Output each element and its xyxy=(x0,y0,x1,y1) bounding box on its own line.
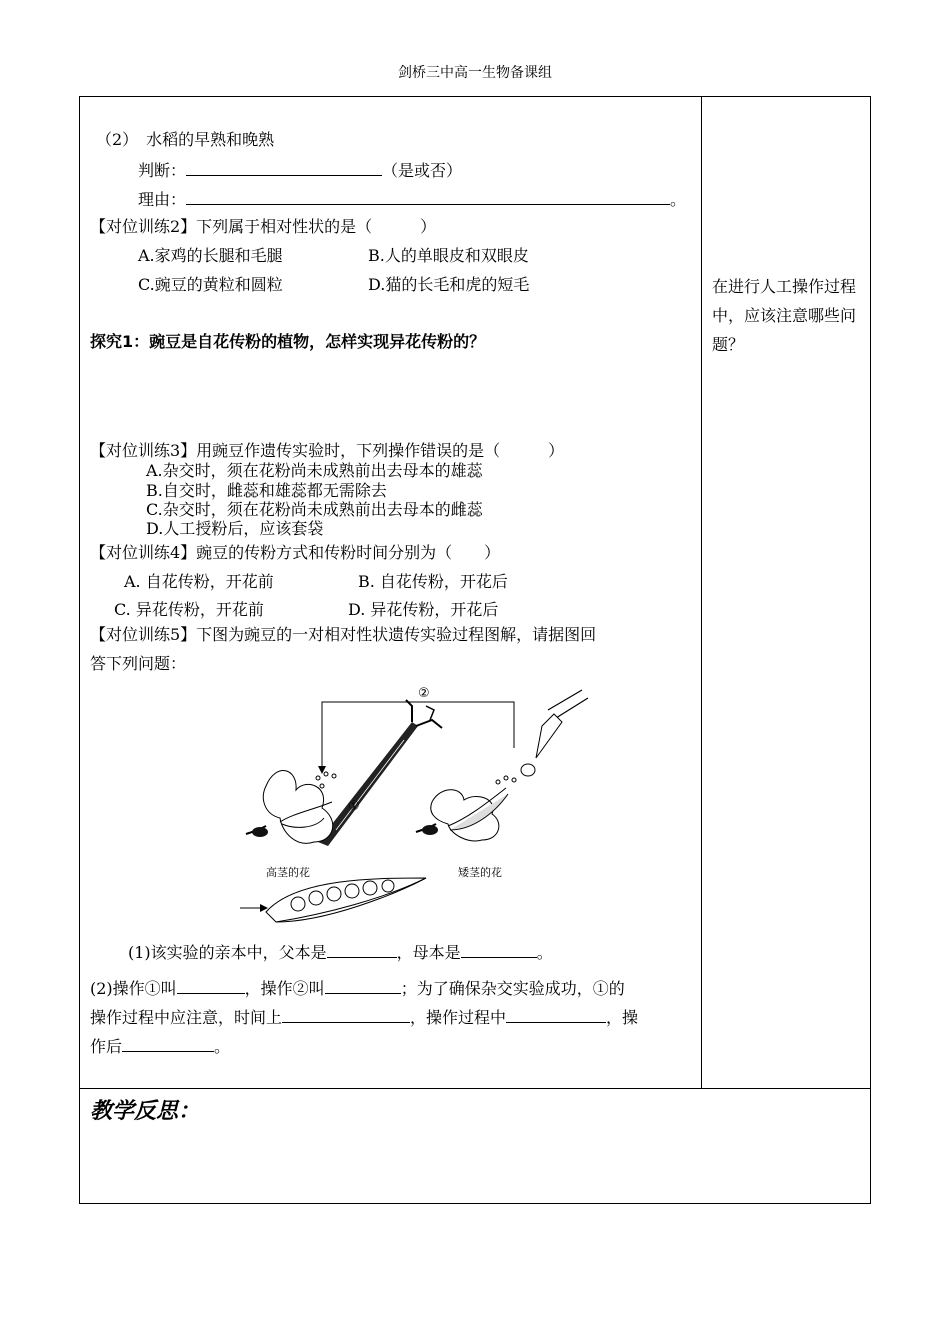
ex4-option-c: C. 异花传粉，开花前 xyxy=(114,600,264,619)
short-stem-flower xyxy=(416,776,516,841)
page-header: 剑桥三中高一生物备课组 xyxy=(398,65,552,81)
operation-2-blank[interactable] xyxy=(325,977,401,994)
answer-2-mid: ，操作②叫 xyxy=(244,979,325,998)
answer-1-end: 。 xyxy=(536,943,553,962)
q2-judge-line xyxy=(138,159,462,181)
pea-pollination-diagram xyxy=(236,682,596,924)
ex4-option-b: B. 自花传粉，开花后 xyxy=(358,572,508,591)
bracket-line xyxy=(322,702,514,770)
pea-pod xyxy=(240,878,426,922)
ex3-option-b: B.自交时，雌蕊和雄蕊都无需除去 xyxy=(146,481,387,500)
ex5-stem-line1: 【对位训练5】下图为豌豆的一对相对性状遗传实验过程图解，请据图回 xyxy=(90,625,597,644)
answer-2-time-prefix: 操作过程中应注意，时间上 xyxy=(90,1008,283,1027)
ex5-stem-line2: 答下列问题： xyxy=(90,654,187,673)
answer-2-prefix: (2)操作①叫 xyxy=(90,979,177,998)
reason-blank[interactable] xyxy=(186,188,670,205)
ex4-stem: 【对位训练4】豌豆的传粉方式和传粉时间分别为（ ） xyxy=(90,543,501,562)
teaching-reflection-title: 教学反思： xyxy=(90,1099,201,1124)
judge-blank[interactable] xyxy=(186,159,382,176)
mother-blank[interactable] xyxy=(461,941,537,958)
reason-label: 理由： xyxy=(138,190,187,209)
answer-2-process: ，操作过程中 xyxy=(410,1008,507,1027)
ex2-option-b: B.人的单眼皮和双眼皮 xyxy=(368,246,529,265)
answer-2-line1 xyxy=(90,977,625,999)
ex3-option-d: D.人工授粉后，应该套袋 xyxy=(146,519,324,538)
mark-2: ② xyxy=(418,686,430,701)
mark-1: ① xyxy=(348,799,360,814)
ex3-stem: 【对位训练3】用豌豆作遗传实验时，下列操作错误的是（ ） xyxy=(90,441,565,460)
sidebar-note: 在进行人工操作过程中，应该注意哪些问题？ xyxy=(712,277,857,354)
timing-blank[interactable] xyxy=(282,1006,410,1023)
answer-1-line xyxy=(128,941,553,963)
row-divider xyxy=(79,1088,871,1089)
tall-stem-flower xyxy=(246,771,336,844)
answer-1-prefix: (1)该实验的亲本中，父本是 xyxy=(128,943,327,962)
ex3-option-c: C.杂交时，须在花粉尚未成熟前出去母本的雌蕊 xyxy=(146,500,483,519)
q2-reason-line xyxy=(138,188,686,210)
label-tall-flower: 高茎的花 xyxy=(266,866,310,879)
ex4-option-d: D. 异花传粉，开花后 xyxy=(348,600,499,619)
label-short-flower: 矮茎的花 xyxy=(458,866,502,879)
answer-2-end: 。 xyxy=(214,1037,231,1056)
judge-label: 判断： xyxy=(138,161,187,180)
after-operation-blank[interactable] xyxy=(122,1035,214,1052)
ex2-option-a: A.家鸡的长腿和毛腿 xyxy=(138,246,283,265)
paintbrush-icon xyxy=(521,690,588,776)
ex3-option-a: A.杂交时，须在花粉尚未成熟前出去母本的雄蕊 xyxy=(146,461,483,480)
reason-end: 。 xyxy=(670,190,687,209)
father-blank[interactable] xyxy=(327,941,397,958)
explore-1-question: 探究1：豌豆是自花传粉的植物，怎样实现异花传粉的？ xyxy=(90,332,486,351)
answer-2-post: ；为了确保杂交实验成功，①的 xyxy=(400,979,625,998)
answer-2-after-label: 作后 xyxy=(90,1037,123,1056)
answer-2-line2 xyxy=(90,1006,638,1028)
answer-2-line3 xyxy=(90,1035,230,1057)
q2-title: （2） 水稻的早熟和晚熟 xyxy=(96,130,275,149)
ex2-stem: 【对位训练2】下列属于相对性状的是（ ） xyxy=(90,217,437,236)
column-divider xyxy=(701,96,702,1089)
answer-1-mid: ，母本是 xyxy=(396,943,461,962)
tweezers-icon xyxy=(318,700,442,846)
judge-suffix: （是或否） xyxy=(382,161,463,180)
ex2-option-d: D.猫的长毛和虎的短毛 xyxy=(368,275,530,294)
answer-2-after-prefix: ，操 xyxy=(606,1008,639,1027)
process-blank[interactable] xyxy=(506,1006,606,1023)
ex4-option-a: A. 自花传粉，开花前 xyxy=(124,572,274,591)
ex2-option-c: C.豌豆的黄粒和圆粒 xyxy=(138,275,283,294)
operation-1-blank[interactable] xyxy=(177,977,245,994)
